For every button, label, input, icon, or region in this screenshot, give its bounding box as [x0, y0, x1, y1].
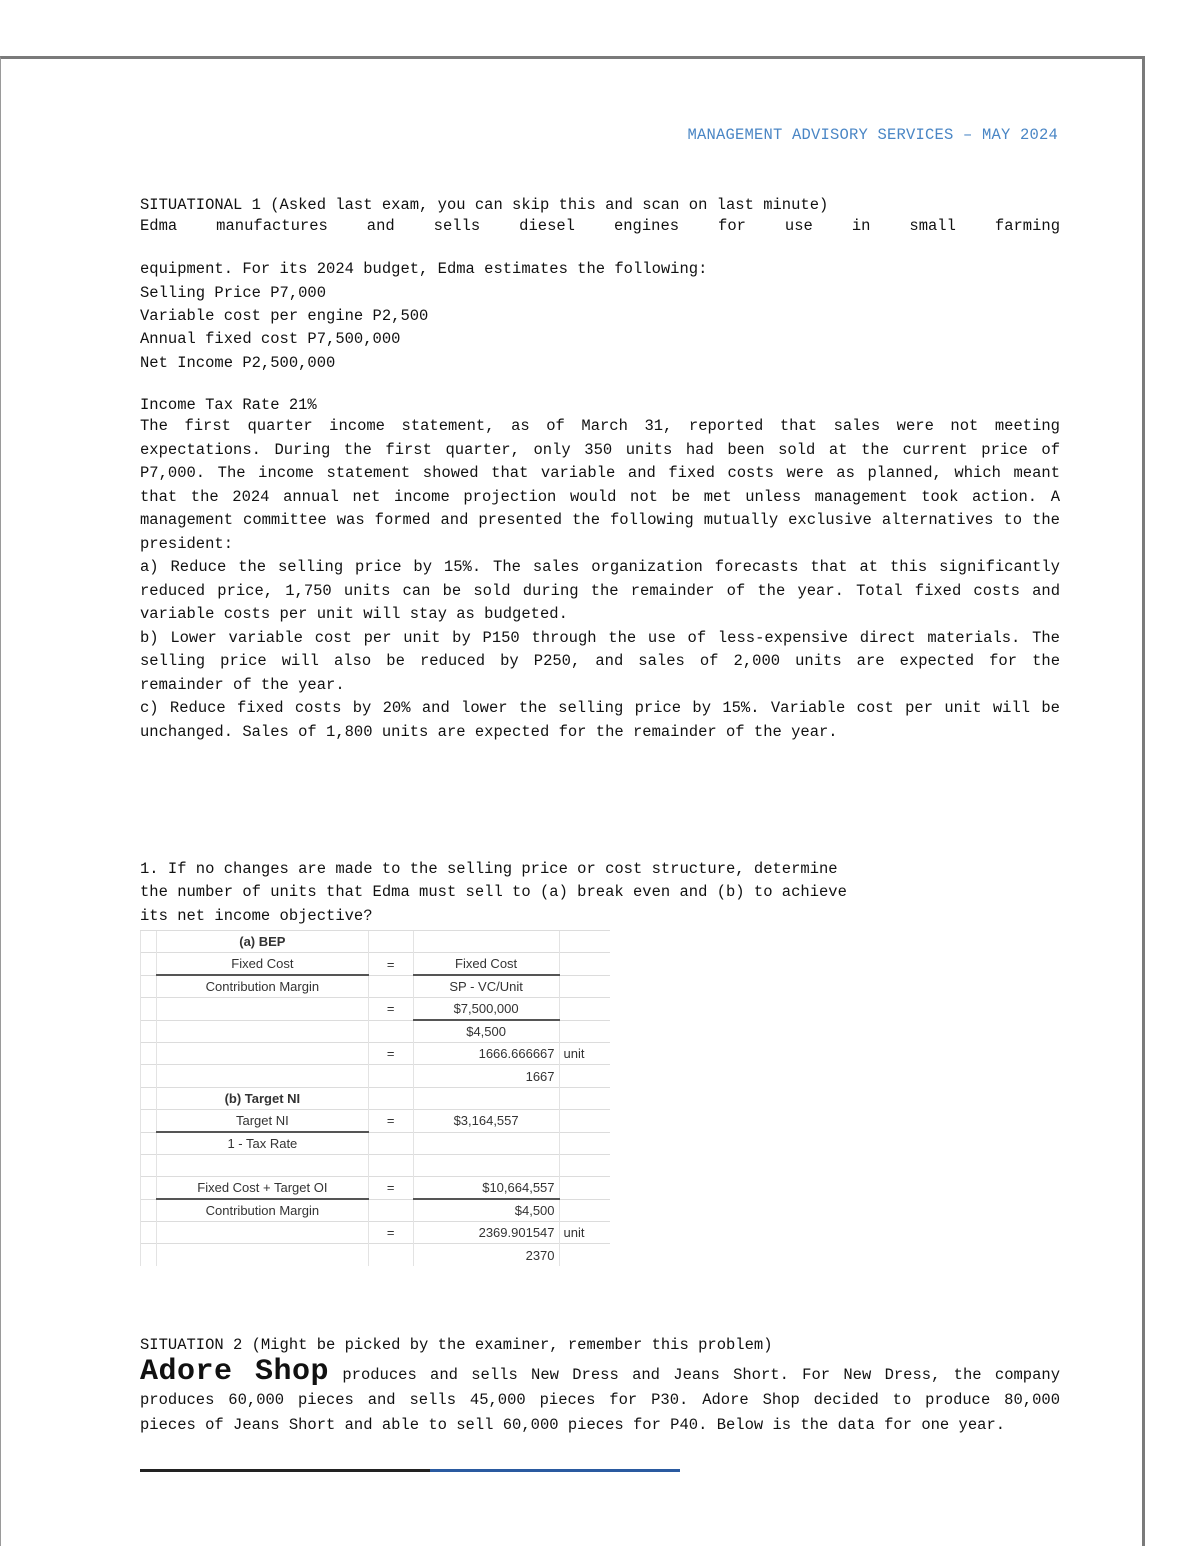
- table-row: [141, 1042, 611, 1064]
- situation1-intro-line1: [140, 215, 1060, 239]
- alternative-c: c) Reduce fixed costs by 20% and lower the selling price by 15%. Variable cost per unit will be unchanged. Sales of 1,800 units are expected for the remainder of the year.: [140, 699, 1060, 741]
- situation1-title: SITUATIONAL 1 (Asked last exam, you can skip this and scan on last minute): [140, 196, 829, 214]
- equals-sign: =: [368, 998, 413, 1020]
- table-row: [141, 998, 611, 1020]
- question1-line2: the number of units that Edma must sell to (a) break even and (b) to achieve: [140, 883, 847, 901]
- table-row: [141, 975, 611, 997]
- table-row: [141, 1065, 611, 1087]
- unit-label: unit: [559, 1042, 610, 1064]
- sp-vc-formula: SP - VC/Unit: [413, 975, 559, 997]
- target-label: (b) Target NI: [156, 1087, 368, 1109]
- equals-sign: =: [368, 1110, 413, 1132]
- fixed-cost: Annual fixed cost P7,500,000: [140, 330, 401, 348]
- bep-units: 1666.666667: [413, 1042, 559, 1064]
- company-name: Adore Shop: [140, 1355, 330, 1389]
- cm-value: $4,500: [413, 1020, 559, 1042]
- target-ni-value: $3,164,557: [413, 1110, 559, 1132]
- bep-label: (a) BEP: [156, 931, 368, 953]
- question1-line1: 1. If no changes are made to the selling price or cost structure, determine: [140, 860, 838, 878]
- tax-rate: Income Tax Rate 21%: [140, 396, 317, 414]
- target-rounded: 2370: [413, 1244, 559, 1266]
- bep-rounded: 1667: [413, 1065, 559, 1087]
- unit-label: unit: [559, 1222, 610, 1244]
- selling-price: Selling Price P7,000: [140, 284, 327, 302]
- fixed-cost-label: Fixed Cost: [156, 953, 368, 975]
- equals-sign: =: [368, 1042, 413, 1064]
- fixed-cost-formula: Fixed Cost: [413, 953, 559, 975]
- net-income: Net Income P2,500,000: [140, 354, 336, 372]
- situation2-paragraph: produces and sells New Dress and Jeans Short. For New Dress, the company produces 60,000 pieces and sells 45,000 pieces for P30. Adore Shop decided to produce 80,000 pieces of Jeans Short and able to sell 60,000 pieces for P40. Below is the data for one year.: [140, 1366, 1060, 1434]
- situation1-paragraph: The first quarter income statement, as of March 31, reported that sales were not meeting expectations. During the first quarter, only 350 units had been sold at the current price of P7,000. The income statement showed that variable and fixed costs were as planned, which meant that the 2024 annual net income projection would not be met unless management took action. A management committee was formed and presented the following mutually exclusive alternatives to the president:: [140, 417, 1060, 553]
- one-minus-tax-label: 1 - Tax Rate: [156, 1132, 368, 1154]
- fc-plus-target-label: Fixed Cost + Target OI: [156, 1177, 368, 1199]
- equals-sign: =: [368, 953, 413, 975]
- equals-sign: =: [368, 1177, 413, 1199]
- table-header-accent: [430, 1469, 680, 1472]
- situation1-intro-line2: equipment. For its 2024 budget, Edma estimates the following:: [140, 260, 708, 278]
- table-row: [141, 1154, 611, 1176]
- table-row: [141, 1110, 611, 1132]
- intro-line1-text: Edma manufactures and sells diesel engines for use in small farming: [140, 217, 1060, 235]
- fc-target-value: $10,664,557: [413, 1177, 559, 1199]
- question1-line3: its net income objective?: [140, 907, 373, 925]
- table-row: [141, 1244, 611, 1266]
- fc-value: $7,500,000: [413, 998, 559, 1020]
- table-row: [141, 1177, 611, 1199]
- table-row: [141, 1020, 611, 1042]
- solution-table: [140, 930, 610, 1266]
- table-row: [141, 931, 611, 953]
- contribution-margin-label: Contribution Margin: [156, 975, 368, 997]
- spreadsheet-solution: [140, 930, 610, 1296]
- page-header: MANAGEMENT ADVISORY SERVICES – MAY 2024: [687, 126, 1058, 144]
- situation2-body: [140, 1355, 1060, 1438]
- target-ni-label: Target NI: [156, 1110, 368, 1132]
- table-row: [141, 953, 611, 975]
- alternative-b: b) Lower variable cost per unit by P150 through the use of less-expensive direct materials. The selling price will also be reduced by P250, and sales of 2,000 units are expected for the remainder of the year.: [140, 628, 1060, 694]
- situation2-title: SITUATION 2 (Might be picked by the examiner, remember this problem): [140, 1336, 773, 1354]
- target-units: 2369.901547: [413, 1222, 559, 1244]
- table-row: [141, 1222, 611, 1244]
- equals-sign: =: [368, 1222, 413, 1244]
- cm-value-2: $4,500: [413, 1199, 559, 1221]
- variable-cost: Variable cost per engine P2,500: [140, 307, 429, 325]
- table-row: [141, 1199, 611, 1221]
- table-row: [141, 1132, 611, 1154]
- table-row: [141, 1087, 611, 1109]
- alternative-a: a) Reduce the selling price by 15%. The sales organization forecasts that at this significantly reduced price, 1,750 units can be sold during the remainder of the year. Total fixed costs and variable costs per unit will stay as budgeted.: [140, 558, 1060, 623]
- contribution-margin-label: Contribution Margin: [156, 1199, 368, 1221]
- situation1-body: [140, 415, 1060, 744]
- document-page: [0, 56, 1145, 1546]
